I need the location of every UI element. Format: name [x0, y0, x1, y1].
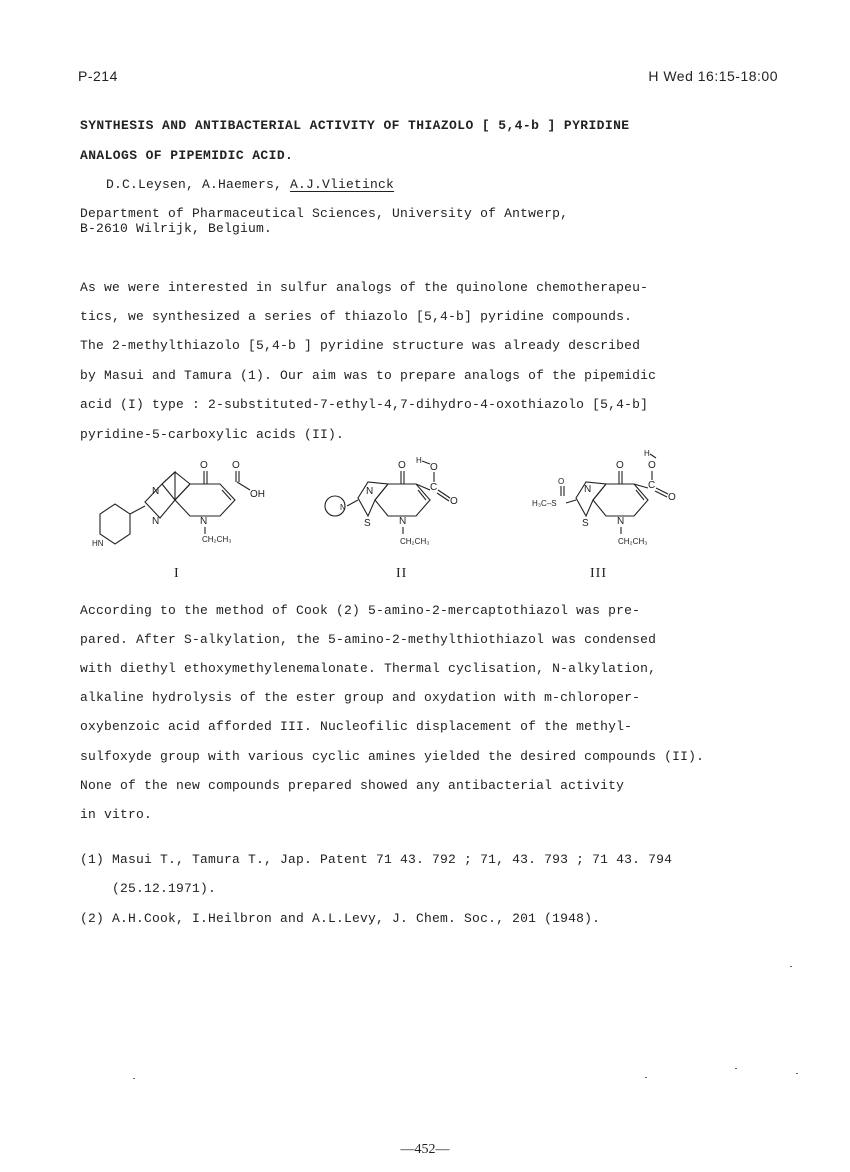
atom-label: C	[648, 480, 656, 491]
structure-III	[530, 448, 690, 563]
atom-label: N	[152, 486, 160, 497]
authors	[106, 177, 394, 192]
method-line: in vitro.	[80, 807, 153, 822]
atom-label: HN	[92, 539, 104, 548]
scan-speck	[133, 1078, 135, 1079]
structure-I	[90, 448, 280, 563]
atom-label: N	[366, 486, 374, 497]
atom-label: N	[340, 503, 346, 512]
structure-label: II	[396, 566, 408, 581]
authors-others: D.C.Leysen, A.Haemers,	[106, 177, 291, 192]
presenting-author: A.J.Vlietinck	[290, 177, 395, 192]
ethyl-group: CH₂CH₃	[400, 537, 430, 546]
atom-label: O	[430, 462, 438, 473]
atom-label: O	[200, 460, 208, 471]
scan-speck	[796, 1073, 798, 1074]
intro-line: The 2-methylthiazolo [5,4-b ] pyridine structure was already described	[80, 338, 641, 353]
intro-line: by Masui and Tamura (1). Our aim was to prepare analogs of the pipemidic	[80, 368, 657, 383]
atom-label: H	[416, 456, 422, 465]
title-line-1: SYNTHESIS AND ANTIBACTERIAL ACTIVITY OF THIAZOLO [ 5,4-b ] PYRIDINE	[80, 118, 630, 133]
atom-label: S	[364, 518, 371, 529]
scan-speck	[790, 966, 792, 967]
title-line-2: ANALOGS OF PIPEMIDIC ACID.	[80, 148, 294, 163]
intro-line: acid (I) type : 2-substituted-7-ethyl-4,7-dihydro-4-oxothiazolo [5,4-b]	[80, 397, 649, 412]
atom-label: N	[152, 516, 160, 527]
structure-II	[320, 448, 490, 563]
reference-1-continued: (25.12.1971).	[112, 881, 217, 896]
methylsulfinyl-group: H₃C–S	[532, 499, 557, 508]
atom-label: S	[582, 518, 589, 529]
atom-label: O	[668, 492, 676, 503]
atom-label: O	[648, 460, 656, 471]
intro-line: pyridine-5-carboxylic acids (II).	[80, 427, 345, 442]
affiliation-line-2: B-2610 Wilrijk, Belgium.	[80, 221, 273, 236]
atom-label: N	[399, 516, 407, 527]
atom-label: C	[430, 482, 438, 493]
scan-speck	[735, 1068, 737, 1069]
atom-label: O	[398, 460, 406, 471]
atom-label: N	[617, 516, 625, 527]
atom-label: O	[558, 477, 565, 486]
reference-1: (1) Masui T., Tamura T., Jap. Patent 71 43. 792 ; 71, 43. 793 ; 71 43. 794	[80, 852, 673, 867]
scan-speck	[645, 1077, 647, 1078]
intro-line: tics, we synthesized a series of thiazolo [5,4-b] pyridine compounds.	[80, 309, 633, 324]
method-line: oxybenzoic acid afforded III. Nucleofilic displacement of the methyl-	[80, 719, 633, 734]
ethyl-group: CH₂CH₃	[202, 535, 232, 544]
method-line: None of the new compounds prepared showed any antibacterial activity	[80, 778, 625, 793]
intro-line: As we were interested in sulfur analogs of the quinolone chemotherapeu-	[80, 280, 649, 295]
structure-label: I	[174, 566, 180, 581]
method-line: According to the method of Cook (2) 5-amino-2-mercaptothiazol was pre-	[80, 603, 641, 618]
atom-label: O	[450, 496, 458, 507]
page-number: —452—	[400, 1142, 450, 1157]
abstract-code: P-214	[78, 68, 118, 84]
method-line: pared. After S-alkylation, the 5-amino-2-methylthiothiazol was condensed	[80, 632, 657, 647]
method-line: sulfoxyde group with various cyclic amines yielded the desired compounds (II).	[80, 749, 705, 764]
atom-label: O	[616, 460, 624, 471]
atom-label: H	[644, 449, 650, 458]
atom-label: N	[584, 484, 592, 495]
session-time: H Wed 16:15-18:00	[648, 68, 778, 84]
ethyl-group: CH₂CH₃	[618, 537, 648, 546]
atom-label: OH	[250, 489, 265, 500]
method-line: with diethyl ethoxymethylenemalonate. Thermal cyclisation, N-alkylation,	[80, 661, 657, 676]
structure-label: III	[590, 566, 607, 581]
atom-label: N	[200, 516, 208, 527]
atom-label: O	[232, 460, 240, 471]
affiliation-line-1: Department of Pharmaceutical Sciences, University of Antwerp,	[80, 206, 569, 221]
method-line: alkaline hydrolysis of the ester group and oxydation with m-chloroper-	[80, 690, 641, 705]
reference-2: (2) A.H.Cook, I.Heilbron and A.L.Levy, J. Chem. Soc., 201 (1948).	[80, 911, 601, 926]
